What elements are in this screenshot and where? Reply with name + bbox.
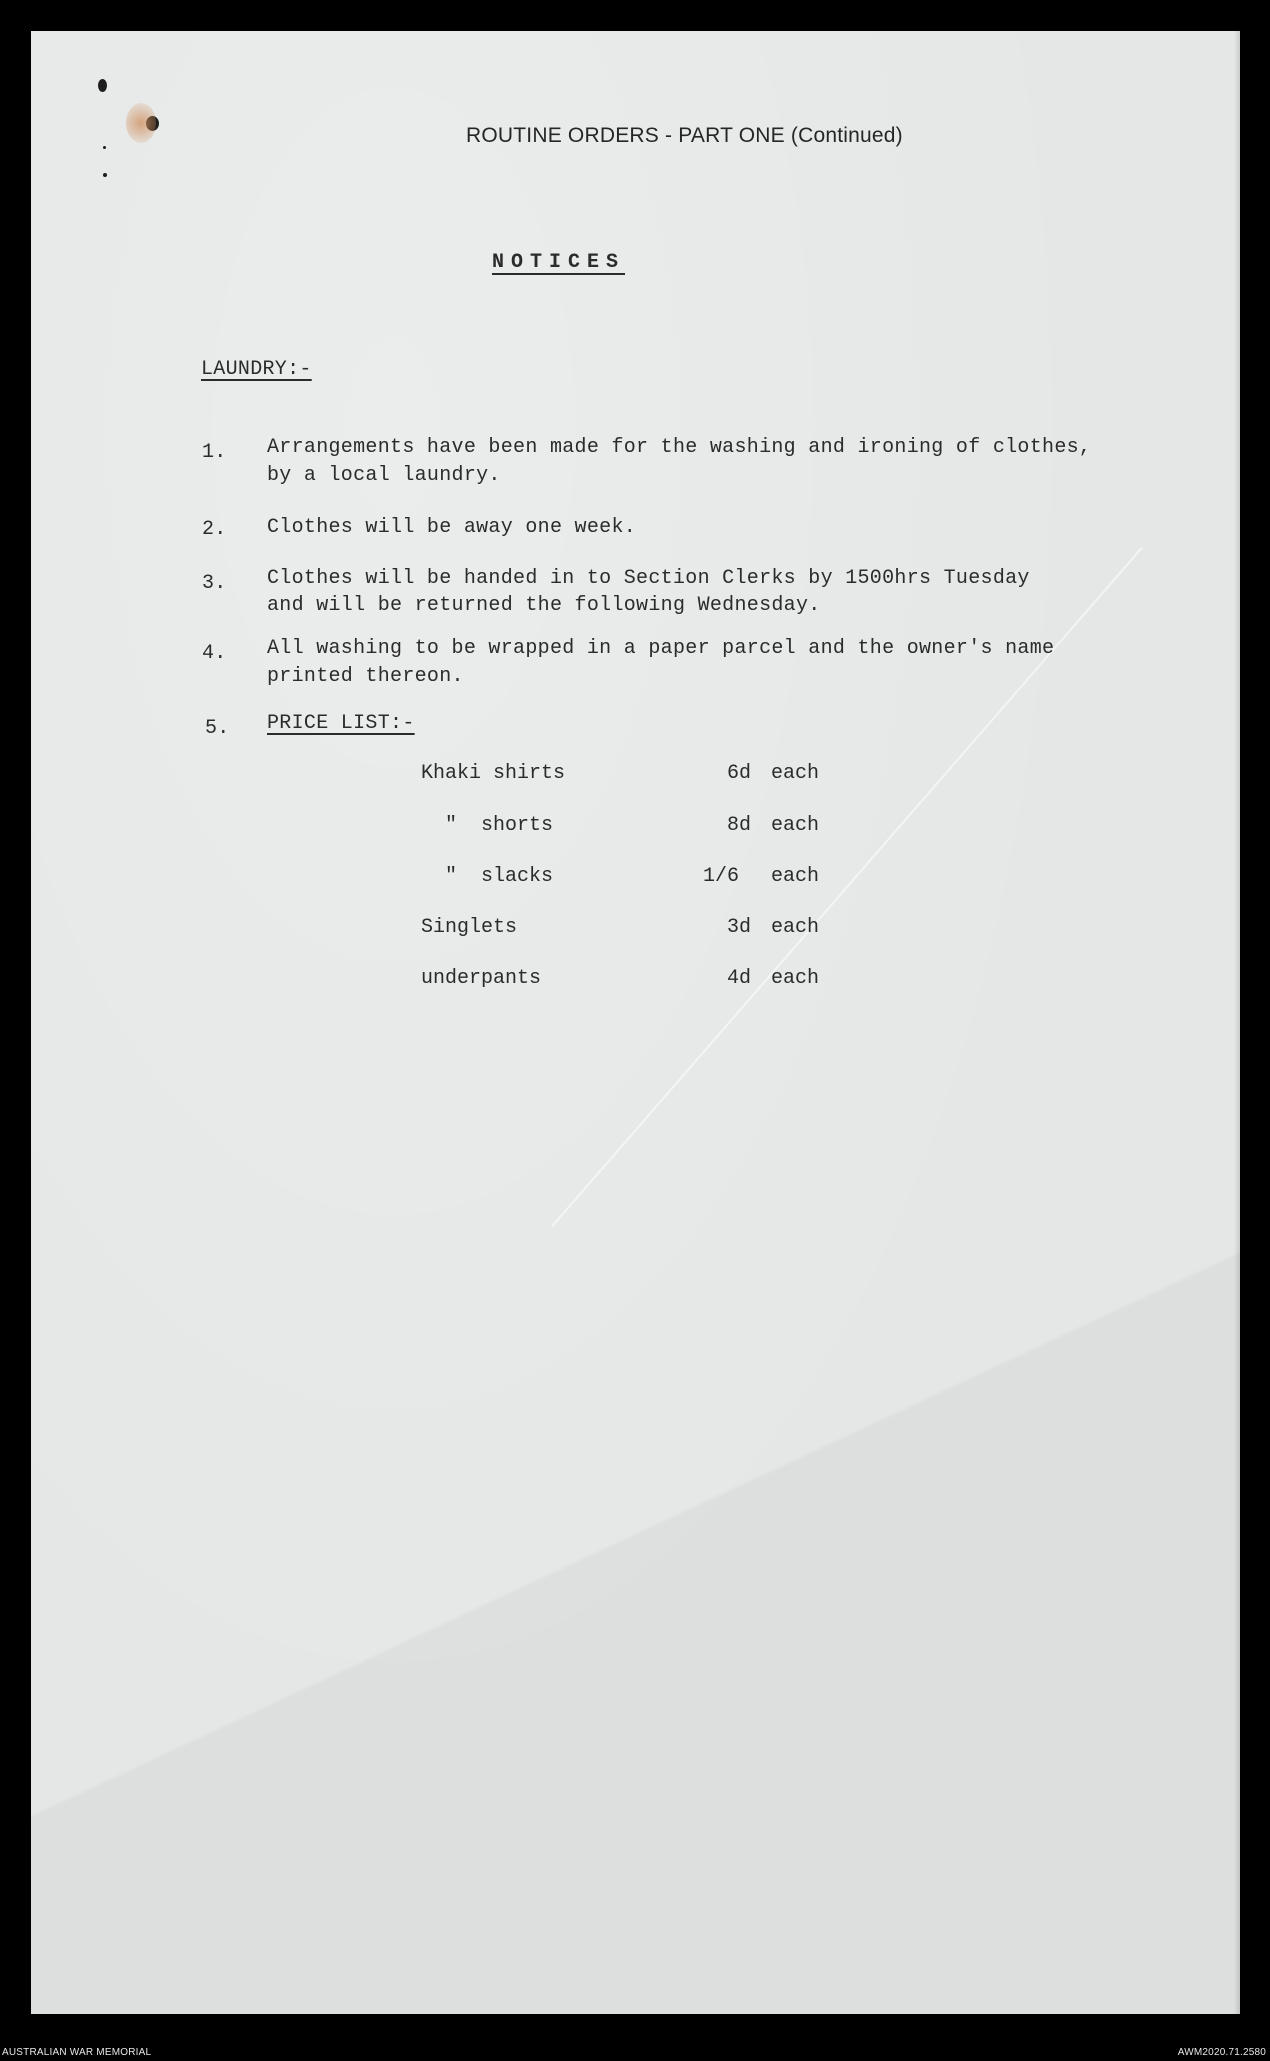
price-value: 3d <box>727 916 752 939</box>
item-line: and will be returned the following Wednesday. <box>267 594 821 617</box>
price-item: Khaki shirts <box>421 762 566 785</box>
item-number: 5. <box>205 717 230 740</box>
price-value: 6d <box>727 762 752 785</box>
item-line: Clothes will be handed in to Section Clerks by 1500hrs Tuesday <box>267 567 1030 590</box>
price-unit: each <box>771 967 820 990</box>
price-item: Singlets <box>421 916 518 939</box>
price-item: underpants <box>421 967 542 990</box>
price-unit: each <box>771 814 820 837</box>
footer-accession-number: AWM2020.71.2580 <box>1177 2047 1266 2058</box>
item-number: 3. <box>202 572 227 595</box>
price-row <box>421 967 820 1082</box>
item-number: 4. <box>202 642 227 665</box>
document-page <box>31 31 1240 2014</box>
price-value: 8d <box>727 814 752 837</box>
price-value: 1/6 <box>703 865 740 888</box>
item-line: Arrangements have been made for the washing and ironing of clothes, <box>267 436 1092 459</box>
price-value: 4d <box>727 967 752 990</box>
page-header-title: ROUTINE ORDERS - PART ONE (Continued) <box>466 124 903 147</box>
ink-mark <box>98 79 107 92</box>
price-unit: each <box>771 916 820 939</box>
item-line: Clothes will be away one week. <box>267 516 637 539</box>
ink-mark <box>103 146 106 149</box>
item-line: All washing to be wrapped in a paper parcel and the owner's name <box>267 637 1055 660</box>
price-unit: each <box>771 762 820 785</box>
price-item: " shorts <box>445 814 554 837</box>
laundry-section-title: LAUNDRY:- <box>201 358 312 381</box>
item-line: by a local laundry. <box>267 464 501 487</box>
ink-mark <box>103 173 107 177</box>
price-list-title: PRICE LIST:- <box>267 712 415 735</box>
notices-heading: NOTICES <box>492 251 626 274</box>
footer-credit: AUSTRALIAN WAR MEMORIAL <box>2 2047 152 2058</box>
item-number: 2. <box>202 518 227 541</box>
rust-stain <box>126 103 156 143</box>
item-line: printed thereon. <box>267 665 464 688</box>
item-number: 1. <box>202 441 227 464</box>
paper-edge-shadow <box>1234 31 1240 2014</box>
price-item: " slacks <box>445 865 554 888</box>
price-unit: each <box>771 865 820 888</box>
